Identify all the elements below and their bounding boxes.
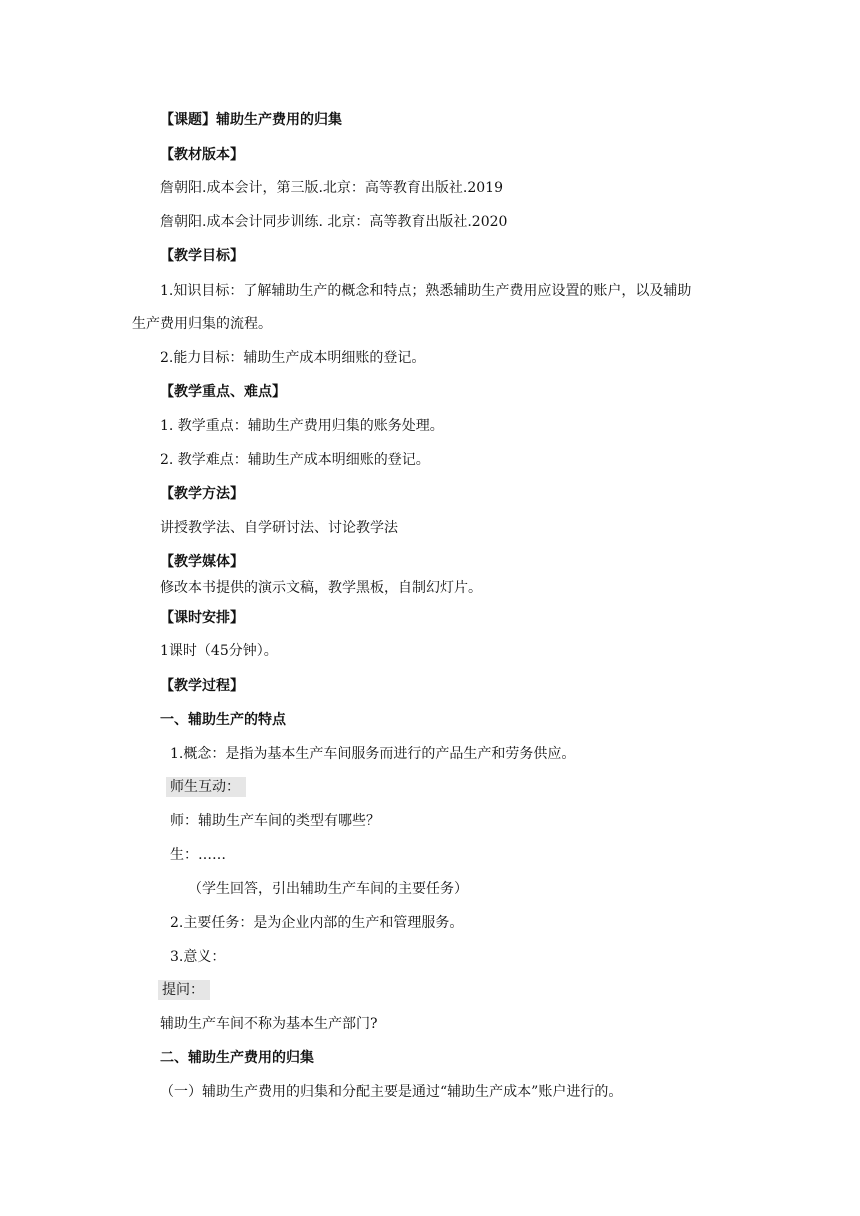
section-2-item-1: （一）辅助生产费用的归集和分配主要是通过“辅助生产成本”账户进行的。: [160, 1084, 623, 1100]
keypoint-1: 1. 教学重点：辅助生产费用归集的账务处理。: [160, 418, 444, 434]
student-answer: 生：……: [170, 847, 226, 863]
concept-text: 1.概念：是指为基本生产车间服务而进行的产品生产和劳务供应。: [170, 746, 576, 762]
textbook-reference-2: 詹朝阳.成本会计同步训练. 北京：高等教育出版社.2020: [160, 214, 508, 230]
schedule-text: 1课时（45分钟）。: [160, 643, 278, 659]
main-task-text: 2.主要任务：是为企业内部的生产和管理服务。: [170, 915, 464, 931]
objective-1-line-2: 生产费用归集的流程。: [132, 316, 272, 332]
significance-text: 3.意义：: [170, 949, 226, 965]
objective-2: 2.能力目标：辅助生产成本明细账的登记。: [160, 350, 426, 366]
methods-text: 讲授教学法、自学研讨法、讨论教学法: [160, 520, 398, 536]
objective-1-line-1: 1.知识目标：了解辅助生产的概念和特点；熟悉辅助生产费用应设置的账户，以及辅助: [160, 283, 692, 299]
section-2-heading: 二、辅助生产费用的归集: [160, 1050, 314, 1066]
media-text: 修改本书提供的演示文稿，教学黑板，自制幻灯片。: [160, 580, 482, 596]
process-heading: 【教学过程】: [160, 678, 244, 694]
schedule-heading: 【课时安排】: [160, 610, 244, 626]
student-note: （学生回答，引出辅助生产车间的主要任务）: [188, 881, 468, 897]
objectives-heading: 【教学目标】: [160, 248, 244, 264]
section-1-heading: 一、辅助生产的特点: [160, 712, 286, 728]
methods-heading: 【教学方法】: [160, 486, 244, 502]
question-text: 辅助生产车间不称为基本生产部门?: [160, 1016, 378, 1032]
lesson-title-heading: 【课题】辅助生产费用的归集: [160, 112, 342, 128]
question-label: 提问：: [158, 980, 210, 1000]
keypoint-2: 2. 教学难点：辅助生产成本明细账的登记。: [160, 452, 430, 468]
keypoints-heading: 【教学重点、难点】: [160, 384, 286, 400]
media-heading: 【教学媒体】: [160, 554, 244, 570]
interaction-label: 师生互动：: [166, 777, 246, 797]
textbook-reference-1: 詹朝阳.成本会计，第三版.北京：高等教育出版社.2019: [160, 180, 503, 196]
textbook-heading: 【教材版本】: [160, 147, 244, 163]
teacher-question: 师：辅助生产车间的类型有哪些？: [170, 813, 380, 829]
